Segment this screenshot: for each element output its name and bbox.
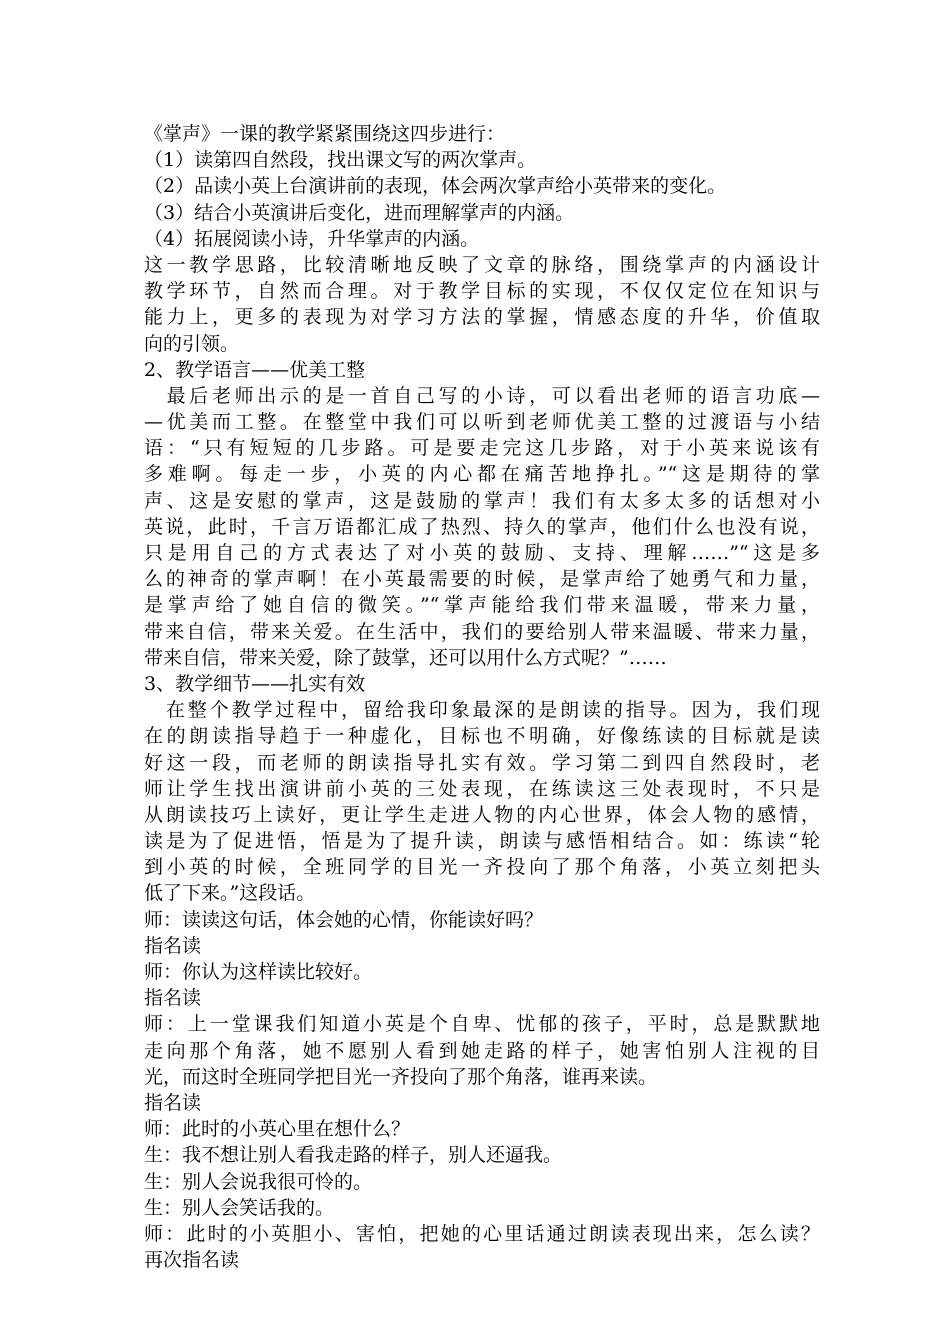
- paragraph-line: 么的神奇的掌声啊！在小英最需要的时候，是掌声给了她勇气和力量，: [144, 568, 820, 591]
- paragraph-line: 在的朗读指导趋于一种虚化，目标也不明确，好像练读的目标就是读: [144, 725, 820, 748]
- paragraph-line: 带来自信，带来关爱。在生活中，我们的要给别人带来温暖、带来力量，: [144, 620, 820, 643]
- dialogue-line: 师：此时的小英心里在想什么？: [144, 1118, 411, 1141]
- paragraph-line: 声、这是安慰的掌声，这是鼓励的掌声！我们有太多太多的话想对小: [144, 489, 820, 512]
- dialogue-line: 指名读: [144, 1091, 202, 1114]
- dialogue-line: 生：别人会说我很可怜的。: [144, 1170, 373, 1193]
- paragraph-line: 最后老师出示的是一首自己写的小诗，可以看出老师的语言功底—: [144, 384, 820, 407]
- document-body: [144, 121, 820, 1273]
- paragraph-line: 从朗读技巧上读好，更让学生走进人物的内心世界，体会人物的感情，: [144, 803, 820, 826]
- step-4-line: （4）拓展阅读小诗，升华掌声的内涵。: [144, 227, 480, 250]
- paragraph-line: 带来自信，带来关爱，除了鼓掌，还可以用什么方式呢？”……: [144, 646, 667, 669]
- step-1-line: （1）读第四自然段，找出课文写的两次掌声。: [144, 149, 537, 172]
- section-heading-3: 3、教学细节——扎实有效: [144, 672, 366, 695]
- paragraph-line: 读是为了促进悟，悟是为了提升读，朗读与感悟相结合。如：练读“轮: [144, 830, 820, 853]
- paragraph-line: 是掌声给了她自信的微笑。”“掌声能给我们带来温暖，带来力量，: [144, 594, 820, 617]
- paragraph-line: —优美而工整。在整堂中我们可以听到老师优美工整的过渡语与小结: [144, 411, 820, 434]
- paragraph-line: 多难啊。每走一步，小英的内心都在痛苦地挣扎。”“这是期待的掌: [144, 463, 820, 486]
- dialogue-line: 师：你认为这样读比较好。: [144, 961, 373, 983]
- step-2-line: （2）品读小英上台演讲前的表现，体会两次掌声给小英带来的变化。: [144, 175, 727, 198]
- section-heading-2: 2、教学语言——优美工整: [144, 358, 366, 381]
- paragraph-line: 好这一段，而老师的朗读指导扎实有效。学习第二到四自然段时，老: [144, 751, 820, 774]
- dialogue-line: 生：别人会笑话我的。: [144, 1196, 335, 1219]
- dialogue-line: 再次指名读: [144, 1249, 240, 1272]
- dialogue-line: 指名读: [144, 934, 202, 957]
- intro-line: 《掌声》一课的教学紧紧围绕这四步进行：: [144, 123, 506, 145]
- paragraph-line: 低了下来。”这段话。: [144, 882, 316, 905]
- paragraph-line: 能力上，更多的表现为对学习方法的掌握，情感态度的升华，价值取: [144, 306, 820, 329]
- dialogue-line: 指名读: [144, 987, 202, 1010]
- step-3-line: （3）结合小英演讲后变化，进而理解掌声的内涵。: [144, 201, 575, 224]
- dialogue-line: 生：我不想让别人看我走路的样子，别人还逼我。: [144, 1144, 563, 1167]
- paragraph-line: 语：“只有短短的几步路。可是要走完这几步路，对于小英来说该有: [144, 437, 820, 460]
- dialogue-line: 光，而这时全班同学把目光一齐投向了那个角落，谁再来读。: [144, 1065, 658, 1088]
- dialogue-line: 走向那个角落，她不愿别人看到她走路的样子，她害怕别人注视的目: [144, 1039, 820, 1062]
- dialogue-line: 师：上一堂课我们知道小英是个自卑、忧郁的孩子，平时，总是默默地: [144, 1013, 820, 1036]
- dialogue-line: 师：此时的小英胆小、害怕，把她的心里话通过朗读表现出来，怎么读？: [144, 1222, 820, 1245]
- paragraph-line: 英说，此时，千言万语都汇成了热烈、持久的掌声，他们什么也没有说，: [144, 515, 820, 538]
- paragraph-line: 这一教学思路，比较清晰地反映了文章的脉络，围绕掌声的内涵设计: [144, 253, 820, 276]
- paragraph-line: 师让学生找出演讲前小英的三处表现，在练读这三处表现时，不只是: [144, 777, 820, 800]
- paragraph-line: 在整个教学过程中，留给我印象最深的是朗读的指导。因为，我们现: [144, 699, 820, 722]
- paragraph-line: 到小英的时候，全班同学的目光一齐投向了那个角落，小英立刻把头: [144, 856, 820, 879]
- paragraph-line: 教学环节，自然而合理。对于教学目标的实现，不仅仅定位在知识与: [144, 280, 820, 303]
- paragraph-line: 向的引领。: [144, 332, 240, 355]
- dialogue-line: 师：读读这句话，体会她的心情，你能读好吗？: [144, 908, 544, 931]
- paragraph-line: 只是用自己的方式表达了对小英的鼓励、支持、理解……”“这是多: [144, 542, 820, 564]
